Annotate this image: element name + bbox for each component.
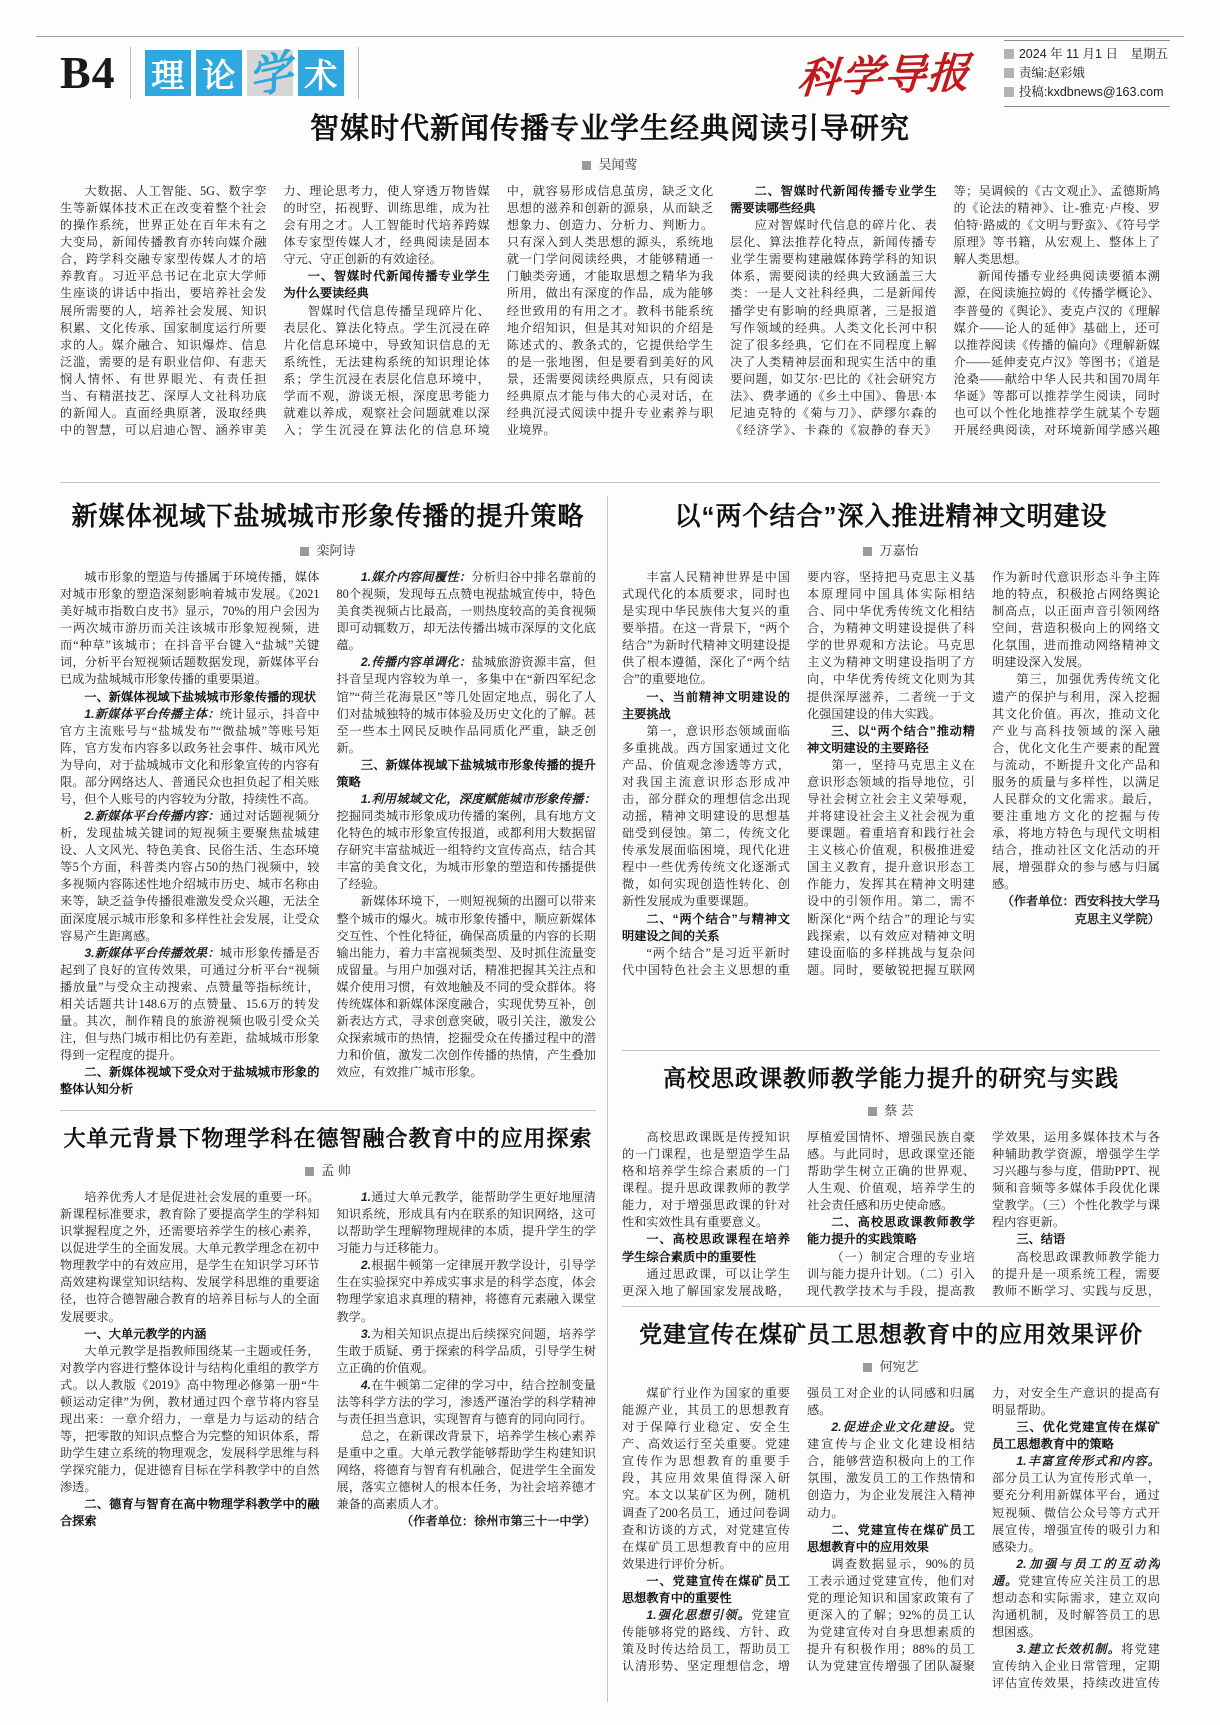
byline-square-icon <box>582 161 591 170</box>
bullet-square-icon <box>1004 68 1014 78</box>
paragraph-label: 4. <box>360 1377 372 1392</box>
body-paragraph: 2.加强与员工的互动沟通。党建宣传应关注员工的思想动态和实际需求，建立双向沟通机制，及时解答员工的思想困惑。 <box>992 1556 1160 1640</box>
article-title: 大单元背景下物理学科在德智融合教育中的应用探索 <box>63 1126 593 1151</box>
article-body <box>60 1189 596 1701</box>
section-logo-char-2: 论 <box>196 50 242 96</box>
article-byline: 何宛艺 <box>622 1356 1160 1375</box>
article-yancheng-image <box>60 496 596 1103</box>
article-classic-reading <box>60 106 1160 455</box>
divider-horizontal <box>60 1110 596 1111</box>
article-title: 新媒体视域下盐城城市形象传播的提升策略 <box>71 501 585 531</box>
body-paragraph: 高校思政课教师教学能力的提升是一项系统工程，需要教师不断学习、实践与反思， <box>992 1249 1160 1298</box>
byline-square-icon <box>868 1107 877 1116</box>
body-paragraph: 第一，坚持马克思主义在意识形态领域的指导地位，引导社会树立社会主义荣辱观，并将建设社会主义社会视为重要课题。着重培育和践行社会主义核心价值观，积极推进爱国主义教育，提升意识形态工作能力，发挥其在精神文明建设中的引领作用。第二，需不断深化“两个结合”的理论与实践探索，以有效应对精神文明建设面临的多样挑战与复杂问题。同时，要敏锐把握互联网作为新时代意识形态斗争主阵地的特点，积极抢占网络舆论制高点，以正面声音引领网络空间，营造积极向上的网络文化氛围，进而推动网络精神文明建设深入发展。 <box>807 570 1160 977</box>
issue-date: 2024 年 11 月1 日 星期五 <box>1004 45 1168 64</box>
body-paragraph: 通过思政课，可以让学生更深入地了解国家发展战略，厚植爱国情怀、增强民族自豪感。与此同时，思政课堂还能帮助学生树立正确的世界观、人生观、价值观，培养学生的社会责任感和历史使命感。 <box>622 1130 975 1298</box>
body-paragraph: 新媒体环境下，一则短视频的出圈可以带来整个城市的爆火。城市形象传播中，顺应新媒体交互性、个性化特征，确保高质量的内容的长期输出能力，着力丰富视频类型、及时抓住流量变成留量。与用户加强对话，精准把握其关注点和媒介使用习惯，有效地触及不同的受众群体。将传统媒体和新媒体深度融合，实现优势互补，创新表达方式，寻求创意突破，吸引关注，激发公众探索城市的热情，挖掘受众在传播过程中的潜力和价值，激发二次创作传播的热情，产生叠加效应，有效推广城市形象。 <box>336 894 596 1080</box>
section-heading: 二、德育与智育在高中物理学科教学中的融合探索 <box>60 1497 320 1529</box>
section-heading: 二、高校思政课教师教学能力提升的实践策略 <box>807 1215 975 1247</box>
body-paragraph: 城市形象的塑造与传播属于环境传播，媒体对城市形象的塑造深刻影响着城市发展。《2021美好城市指数白皮书》显示，70%的用户会因为一两次城市游历而关注该城市形象短视频，进而“种草”该城市；在抖音平台键入“盐城”关键词，分析平台短视频话题数据发现，新媒体平台已成为盐城城市形象传播的重要渠道。 <box>60 570 320 687</box>
paragraph-label: 1.丰富宣传形式和内容。 <box>1016 1454 1160 1469</box>
article-title: 以“两个结合”深入推进精神文明建设 <box>674 501 1108 531</box>
body-paragraph: 2.传播内容单调化：盐城旅游资源丰富，但抖音呈现内容较为单一，多集中在“新四军纪念馆”“荷兰花海景区”等几处固定地点，弱化了人们对盐城独特的城市体验及历史文化的了解。甚至一些本土网民反映作品同质化严重，缺乏创新。 <box>336 655 596 755</box>
page-header <box>60 44 1170 105</box>
body-paragraph: 第三，加强优秀传统文化遗产的保护与利用，深入挖掘其文化价值。再次，推动文化产业与高科技领域的深入融合，优化文化生产要素的配置与流动，不断提升文化产品和服务的质量与多样性，以满足人民群众的文化需求。最后，要注重地方文化的挖掘与传承，将地方特色与现代文明相结合，推动社区文化活动的开展，增强群众的参与感与归属感。 <box>992 672 1160 892</box>
body-paragraph: 总之，在新课改背景下，培养学生核心素养是重中之重。大单元教学能够帮助学生构建知识网络，将德育与智育有机融合，促进学生全面发展，落实立德树人的根本任务，为社会培养德才兼备的高素质人才。 <box>336 1429 596 1512</box>
article-title: 智媒时代新闻传播专业学生经典阅读引导研究 <box>309 113 910 145</box>
byline-square-icon <box>863 547 872 556</box>
page-number: B4 <box>60 47 116 98</box>
body-paragraph: 1.媒介内容间覆性：分析归谷中排名靠前的80个视频，发现每五点赞电视盐城宣传中，特色美食类视频占比最高，一则热度较高的美食视频即可动辄数万，却无法传播出城市深厚的文化底蕴。 <box>336 570 596 653</box>
section-logo-char-3: 学 <box>243 45 298 105</box>
article-title: 高校思政课教师教学能力提升的研究与实践 <box>663 1065 1119 1091</box>
section-heading: 一、党建宣传在煤矿员工思想教育中的重要性 <box>622 1573 790 1605</box>
article-byline: 栾阿诗 <box>60 540 596 559</box>
body-paragraph: 丰富人民精神世界是中国式现代化的本质要求，同时也是实现中华民族伟大复兴的重要举措。在这一背景下，“两个结合”为新时代精神文明建设提供了根本遵循，深化了“两个结合”的重要地位。 <box>622 570 790 687</box>
section-heading: 一、智媒时代新闻传播专业学生为什么要读经典 <box>283 269 490 301</box>
body-paragraph: （一）制定合理的专业培训与能力提升计划。（二）引入现代教学技术与手段，提高教学效果，运用多媒体技术与各种辅助教学资源，增强学生学习兴趣与参与度，借助PPT、视频和音频等多媒体手段优化课堂教学。（三）个性化教学与课程内容更新。 <box>807 1130 1160 1298</box>
article-party-propaganda <box>622 1316 1160 1703</box>
top-rule <box>36 36 1184 37</box>
section-heading: 一、高校思政课程在培养学生综合素质中的重要性 <box>622 1232 790 1264</box>
body-paragraph: 大数据、人工智能、5G、数字孪生等新媒体技术正在改变着整个社会的操作系统，世界正处在百年未有之大变局，新闻传播教育亦转向媒介融合，跨学科交融专家型传媒人才的培养教育。习近平总书记在北京大学师生座谈的讲话中指出，要培养社会发展所需要的人，培养社会发展、知识积累、文化传承、国家制度运行所要求的人。媒介融合、知识爆炸、信息泛滥，需要的是有职业信仰、有悲天悯人情怀、有世界眼光、有责任担当、有精湛技艺、深厚人文社科功底的新闻人。直面经典原著，汲取经典中的智慧，可以启迪心智、涵养审美力、理论思考力，使人穿透万物皆媒的时空，拓视野、训练思维，成为社会有用之才。人工智能时代培养跨媒体专家型传媒人才，经典阅读是固本守元、守正创新的有效途径。 <box>60 184 490 438</box>
article-two-combinations <box>622 496 1160 1039</box>
body-paragraph: 1.丰富宣传形式和内容。部分员工认为宣传形式单一，要充分利用新媒体平台，通过短视频、微信公众号等方式开展宣传，增强宣传的吸引力和感染力。 <box>992 1454 1160 1554</box>
paragraph-label: 2.促进企业文化建设。 <box>831 1420 963 1435</box>
section-logo-char-1: 理 <box>145 50 191 96</box>
byline-square-icon <box>305 1167 314 1176</box>
paragraph-label: 1. <box>360 1190 372 1204</box>
section-heading: 一、大单元教学的内涵 <box>84 1326 207 1341</box>
editor-line: 责编:赵彩娥 <box>1004 64 1168 83</box>
header-divider <box>130 47 131 99</box>
paragraph-label: 2.加强与员工的互动沟通。 <box>992 1556 1160 1588</box>
body-paragraph: 3.为相关知识点提出后续探究问题，培养学生敢于质疑、勇于探索的科学品质，引导学生树立正确的价值观。 <box>336 1326 596 1375</box>
section-heading: 一、新媒体视域下盐城城市形象传播的现状 <box>84 689 316 704</box>
article-byline: 蔡 芸 <box>622 1100 1160 1119</box>
paragraph-label: 3.新媒体平台传播效果： <box>84 945 220 960</box>
article-body <box>622 1385 1160 1703</box>
paragraph-label: 1.新媒体平台传播主体： <box>84 706 220 721</box>
article-byline: 吴闻莺 <box>60 154 1160 173</box>
section-heading: 二、智媒时代新闻传播专业学生需要读哪些经典 <box>730 184 937 216</box>
body-paragraph: 第一，意识形态领域面临多重挑战。西方国家通过文化产品、价值观念渗透等方式，对我国主流意识形态形成冲击，部分群众的理想信念出现动摇，精神文明建设的思想基础受到侵蚀。第二，传统文化传承发展面临困境，现代化进程中一些优秀传统文化逐渐式微，如何实现创造性转化、创新性发展成为重要课题。 <box>622 723 790 909</box>
body-paragraph: 培养优秀人才是促进社会发展的重要一环。新课程标准要求，教育除了要提高学生的学科知识掌握程度之外，还需要培养学生的核心素养，以促进学生的全面发展。大单元教学理念在初中物理教学中的有效应用，是学生在知识学习环节高效建构课堂知识结构、发展学科思维的重要途径，也符合德智融合教育的培养目标与人的全面发展要求。 <box>60 1190 320 1324</box>
newspaper-masthead: 科学导报 <box>795 48 972 103</box>
body-paragraph: 新闻传播专业经典阅读要循本溯源，在阅读施拉姆的《传播学概论》、李普曼的《舆论》、麦克卢汉的《理解媒介——论人的延伸》基础上，还可以推荐阅读《传播的偏向》《理解新媒介——延伸麦克卢汉》等图书；《道是沧桑——献给中华人民共和国70周年华诞》等都可以推荐学生阅读，同时也可以个性化地推荐学生就某个专题开展经典阅读，对环境新闻学感兴趣 <box>953 269 1160 438</box>
body-paragraph: “两个结合”是习近平新时代中国特色社会主义思想的重要内容，坚持把马克思主义基本原理同中国具体实际相结合、同中华优秀传统文化相结合，为精神文明建设提供了科学的世界观和方法论。马克思主义为精神文明建设指明了方向，中华优秀传统文化则为其提供深厚滋养，二者统一于文化强国建设的伟大实践。 <box>622 570 975 977</box>
article-byline: 万嘉怡 <box>622 540 1160 559</box>
byline-square-icon <box>863 1363 872 1372</box>
body-paragraph: 大单元教学是指教师围绕某一主题或任务，对教学内容进行整体设计与结构化重组的教学方式。以人教版《2019》高中物理必修第一册“牛顿运动定律”为例，教材通过四个章节将内容呈现出来：一章介绍力，一章是力与运动的结合等，把零散的知识点整合为完整的知识体系，帮助学生建立系统的物理观念，发展科学思维与科学探究能力，促进德育目标在学科教学中的自然渗透。 <box>60 1343 320 1495</box>
article-body <box>60 183 1160 455</box>
body-paragraph: 应对智媒时代信息的碎片化、表层化、算法推荐化特点，新闻传播专业学生需要构建融媒体跨学科的知识体系，需要阅读的经典大致涵盖三大类：一是人文社科经典，二是新闻传播学史有影响的经典原著，三是报道写作领域的经典。人类文化长河中积淀了很多经典，它们在不同程度上解决了人类精神层面和现实生活中的重要问题，如艾尔·巴比的《社会研究方法》、费孝通的《乡土中国》、鲁思·本尼迪克特的《菊与刀》、萨缪尔森的《经济学》、卡森的《寂静的春天》等；吴调候的《古文观止》、孟德斯鸠的《论法的精神》、让-雅克·卢梭、罗伯特·路威的《文明与野蛮》、《符号学原理》等书籍，从宏观上、整体上了解人类思想。 <box>730 184 1160 438</box>
divider-horizontal <box>622 1050 1160 1051</box>
section-logo-char-4: 术 <box>298 50 344 96</box>
section-heading: 三、新媒体视域下盐城城市形象传播的提升策略 <box>336 757 596 789</box>
body-paragraph: 1.强化思想引领。党建宣传能够将党的路线、方针、政策及时传达给员工，帮助员工认清形势、坚定理想信念，增强员工对企业的认同感和归属感。 <box>622 1386 975 1674</box>
article-ideology-teachers <box>622 1060 1160 1301</box>
section-heading: 二、“两个结合”与精神文明建设之间的关系 <box>622 911 790 943</box>
body-paragraph: 煤矿行业作为国家的重要能源产业，其员工的思想教育对于保障行业稳定、安全生产、高效运行至关重要。党建宣传作为思想教育的重要手段，其应用效果值得深入研究。本文以某矿区为例，随机调查了200名员工，通过问卷调查和访谈的方式，对党建宣传在煤矿员工思想教育中的应用效果进行评价分析。 <box>622 1386 790 1571</box>
paragraph-label: 1.强化思想引领。 <box>646 1608 752 1623</box>
section-heading: 二、党建宣传在煤矿员工思想教育中的应用效果 <box>807 1522 975 1554</box>
body-paragraph: 3.新媒体平台传播效果：城市形象传播是否起到了良好的宣传效果，可通过分析平台“视频播放量”与受众主动搜索、点赞量等指标统计，相关话题共计148.6万的点赞量、15.6万的转发量。其次，制作精良的旅游视频也吸引受众关注，但与热门城市相比仍有差距，盐城城市形象得到一定程度的提升。 <box>60 945 320 1063</box>
paragraph-label: 2. <box>360 1258 372 1273</box>
body-paragraph: 智媒时代信息传播呈现碎片化、表层化、算法化特点。学生沉浸在碎片化信息环境中，导致知识信息的无系统性，无法建构系统的知识理论体系；学生沉浸在表层化信息环境中，学而不观，游谈无根，深度思考能力就难以养成，观察社会问题就难以深入；学生沉浸在算法化的信息环境中，就容易形成信息茧房，缺乏文化思想的滋养和创新的源泉，从而缺乏想象力、创造力、分析力、判断力。只有深入到人类思想的源头，系统地就一门学问阅读经典，才能够精通一门触类旁通，才能取思想之精华为我所用，做出有深度的作品，成为能够经世致用的有用之才。教科书能系统地介绍知识，但是其对知识的介绍是陈述式的、教条式的，它提供给学生的是一张地图，但是要看到美好的风景，还需要阅读经典原点，只有阅读经典原点才能与伟大的心灵对话，在经典沉浸式阅读中提升专业素养与职业境界。 <box>283 184 714 438</box>
paragraph-label: 3.建立长效机制。 <box>1016 1642 1122 1657</box>
paragraph-label: 1.利用城域文化，深度赋能城市形象传播： <box>360 792 596 807</box>
section-heading: 一、当前精神文明建设的主要挑战 <box>622 689 790 721</box>
divider-horizontal <box>60 482 1160 483</box>
article-title: 党建宣传在煤矿员工思想教育中的应用效果评价 <box>639 1321 1143 1347</box>
body-paragraph: 3.建立长效机制。将党建宣传纳入企业日常管理，定期评估宣传效果，持续改进宣传 <box>992 1642 1160 1691</box>
divider-horizontal <box>622 1306 1160 1307</box>
author-attribution: （作者单位：西安科技大学马克思主义学院） <box>1001 894 1160 926</box>
issue-info <box>1004 40 1170 107</box>
section-heading: 三、以“两个结合”推动精神文明建设的主要路径 <box>807 723 975 755</box>
bullet-square-icon <box>1004 49 1014 59</box>
article-body <box>622 569 1160 1039</box>
body-paragraph: 1.通过大单元教学，能帮助学生更好地厘清知识系统，形成具有内在联系的知识网络，这可以帮助学生理解物理规律的本质，提升学生的学习能力与迁移能力。 <box>336 1190 596 1256</box>
paragraph-label: 2.新媒体平台传播内容： <box>84 809 220 824</box>
paragraph-label: 2.传播内容单调化： <box>360 655 472 670</box>
article-body <box>622 1129 1160 1301</box>
article-body <box>60 569 596 1103</box>
author-attribution: （作者单位：徐州市第三十一中学） <box>401 1514 596 1529</box>
section-heading: 三、优化党建宣传在煤矿员工思想教育中的策略 <box>992 1420 1160 1452</box>
body-paragraph: 1.利用城域文化，深度赋能城市形象传播：挖掘同类城市形象成功传播的案例，具有地方文化特色的城市形象宣传报道，或都利用大数据留存研究丰富盐城近一组特约文宣传高点，结合其丰富的美食文化，为城市形象的塑造和传播提供了经验。 <box>336 792 596 892</box>
article-byline: 孟 帅 <box>60 1160 596 1179</box>
body-paragraph: 调查数据显示，90%的员工表示通过党建宣传，他们对党的理论知识和国家政策有了更深入的了解；92%的员工认为党建宣传对自身思想素质的提升有积极作用；88%的员工认为党建宣传增强了团队凝聚力，对安全生产意识的提高有明显帮助。 <box>807 1386 1160 1674</box>
body-paragraph: 4.在牛顿第二定律的学习中，结合控制变量法等科学方法的学习，渗透严谨治学的科学精神与责任担当意识，实现智育与德育的同向同行。 <box>336 1377 596 1427</box>
body-paragraph: 高校思政课既是传授知识的一门课程，也是塑造学生品格和培养学生综合素质的一门课程。提升思政课教师的教学能力，对于增强思政课的针对性和实效性具有重要意义。 <box>622 1130 790 1230</box>
body-paragraph: 2.促进企业文化建设。党建宣传与企业文化建设相结合，能够营造积极向上的工作氛围，激发员工的工作热情和创造力，为企业发展注入精神动力。 <box>807 1420 975 1520</box>
bullet-square-icon <box>1004 87 1014 97</box>
body-paragraph: 2.根据牛顿第一定律展开教学设计，引导学生在实验探究中养成实事求是的科学态度，体会物理学家追求真理的精神，将德育元素融入课堂教学。 <box>336 1258 596 1324</box>
header-divider <box>358 47 359 99</box>
section-heading: 二、新媒体视域下受众对于盐城城市形象的整体认知分析 <box>60 1065 320 1097</box>
body-paragraph: 2.新媒体平台传播内容：通过对话题视频分析，发现盐城关键词的短视频主要聚焦盐城建设、人文风光、特色美食、民俗生活、生态环境等5个方面，科普类内容占50的热门视频中，较多视频内容陈述性地介绍城市历史、城市名称由来等，缺乏益争传播很难激发受众兴趣，无法全面深度展示城市形象和多样性社会发展，让受众容易产生距离感。 <box>60 809 320 943</box>
body-paragraph: 1.新媒体平台传播主体：统计显示，抖音中官方主流账号与“盐城发布”“微盐城”等账号矩阵，官方发布内容多以政务社会事件、城市风光为导向，对于盐城城市文化和形象宣传的内容有限。部分网络达人、普通民众也担负起了相关账号，但个人账号的内容较为分散，持续性不高。 <box>60 706 320 807</box>
byline-square-icon <box>300 547 309 556</box>
paragraph-label: 1.媒介内容间覆性： <box>360 570 472 584</box>
divider-vertical <box>607 496 608 1702</box>
article-physics-unit <box>60 1122 596 1701</box>
submission-line: 投稿:kxdbnews@163.com <box>1004 83 1168 102</box>
section-logo <box>145 45 344 105</box>
section-heading: 三、结语 <box>1016 1232 1066 1247</box>
paragraph-label: 3. <box>360 1326 372 1341</box>
